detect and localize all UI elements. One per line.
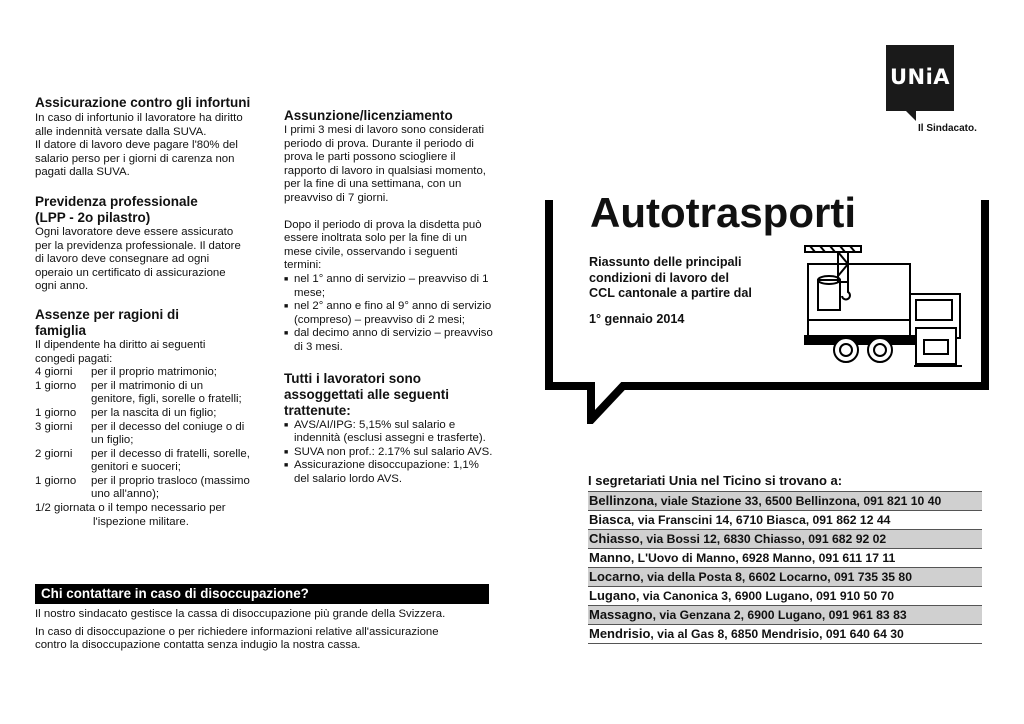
leave-text: uno all'anno); <box>91 488 160 501</box>
list-item-text: di 3 mesi. <box>294 340 343 353</box>
text-line: Il dipendente ha diritto ai seguenti <box>35 338 206 351</box>
leave-duration: 1 giorno <box>35 406 77 419</box>
cover-title: Autotrasporti <box>588 186 860 240</box>
office-address: , viale Stazione 33, 6500 Bellinzona, 091 821 10 40 <box>654 494 942 508</box>
list-item-text: ■ nel 1° anno di servizio – preavviso di 1 <box>294 272 489 285</box>
office-address: , via Genzana 2, 6900 Lugano, 091 961 83 83 <box>652 608 907 622</box>
list-item <box>588 625 982 644</box>
list-item <box>588 492 982 511</box>
leave-text: per il decesso del coniuge o di <box>91 420 245 433</box>
truck-crane-icon <box>804 244 964 370</box>
leave-text: per la nascita di un figlio; <box>91 406 217 419</box>
text-line: Il datore di lavoro deve pagare l'80% del <box>35 139 238 152</box>
section-title: (LPP - 2o pilastro) <box>35 209 151 225</box>
leave-text: genitori e suoceri; <box>91 461 181 474</box>
leave-text: per il proprio matrimonio; <box>91 366 217 379</box>
section-title: Assicurazione contro gli infortuni <box>35 95 251 110</box>
text-line: alle indennità versate dalla SUVA. <box>35 125 207 138</box>
section-title: assoggettati alle seguenti <box>284 386 450 402</box>
section-previdenza <box>35 194 267 294</box>
office-city: Locarno <box>589 569 641 584</box>
text-line: preavviso di 7 giorni. <box>284 191 389 204</box>
text-line: di lavoro deve consegnare ad ogni <box>35 253 210 266</box>
list-item-text: del salario lordo AVS. <box>294 472 403 485</box>
office-address: , via Bossi 12, 6830 Chiasso, 091 682 92 02 <box>639 532 887 546</box>
leave-duration: 4 giorni <box>35 366 73 379</box>
text-line: essere inoltrata solo per la fine di un <box>284 232 467 245</box>
logo-text: UNiA <box>889 65 951 89</box>
section-title: famiglia <box>35 322 87 338</box>
text-line: congedi pagati: <box>35 352 113 365</box>
text-line: per la fine di una settimana, con un <box>284 178 462 191</box>
section-trattenute <box>284 371 524 487</box>
office-city: Mendrisio <box>589 626 651 641</box>
list-item-text: ■ dal decimo anno di servizio – preavviso <box>294 327 493 340</box>
list-item-text: ■ nel 2° anno e fino al 9° anno di servizio <box>294 300 492 313</box>
office-address: , via Canonica 3, 6900 Lugano, 091 910 50 70 <box>635 589 895 603</box>
list-item <box>588 549 982 568</box>
list-item-text: ■ AVS/AI/IPG: 5,15% sul salario e <box>294 418 456 431</box>
text-line: periodo di prova. Durante il periodo di <box>284 137 474 150</box>
office-city: Chiasso <box>589 531 640 546</box>
leave-text: un figlio; <box>91 434 134 447</box>
leave-text: per il matrimonio di un <box>91 379 204 392</box>
subtitle-line: condizioni di lavoro del <box>589 270 729 285</box>
leave-item <box>35 475 267 502</box>
section-assenze <box>35 307 267 529</box>
list-item <box>284 446 524 460</box>
list-item-text: ■ SUVA non prof.: 2.17% sul salario AVS. <box>294 445 493 458</box>
leave-duration: 1 giorno <box>35 379 77 392</box>
section-title: trattenute: <box>284 402 351 418</box>
leave-item <box>35 366 267 380</box>
offices-heading: I segretariati Unia nel Ticino si trovano a: <box>588 473 843 488</box>
text-line: operaio un certificato di assicurazione <box>35 266 226 279</box>
section-disoccupazione <box>35 584 489 653</box>
office-city: Lugano <box>589 588 636 603</box>
list-item <box>284 327 524 354</box>
section-title: Assunzione/licenziamento <box>284 108 453 123</box>
office-city: Massagno <box>589 607 653 622</box>
text-line: contro la disoccupazione contatta senza indugio la nostra cassa. <box>35 639 361 652</box>
tagline: Il Sindacato. <box>918 123 977 134</box>
office-city: Manno <box>589 550 631 565</box>
list-item <box>284 419 524 446</box>
section-infortuni <box>35 95 267 180</box>
list-item <box>588 568 982 587</box>
offices-list <box>588 491 982 644</box>
column-middle <box>284 108 524 486</box>
office-city: Bellinzona <box>589 493 655 508</box>
text-line: termini: <box>284 259 322 272</box>
list-item <box>284 273 524 300</box>
text-line: mese civile, osservando i seguenti <box>284 245 458 258</box>
text-line: l'ispezione militare. <box>93 515 189 528</box>
list-item <box>588 587 982 606</box>
notice-list <box>284 273 524 355</box>
office-address: , via della Posta 8, 6602 Locarno, 091 735 35 80 <box>640 570 912 584</box>
text-line: Il nostro sindacato gestisce la cassa di disoccupazione più grande della Svizzera. <box>35 608 446 620</box>
subtitle-line: CCL cantonale a partire dal <box>589 286 752 301</box>
section-title-bar: Chi contattare in caso di disoccupazione? <box>35 584 489 604</box>
leave-text: per il decesso di fratelli, sorelle, <box>91 447 250 460</box>
column-left <box>35 95 267 529</box>
deductions-list <box>284 419 524 487</box>
text-line: rapporto di lavoro in qualsiasi momento, <box>284 164 486 177</box>
list-item <box>588 606 982 625</box>
leave-duration: 2 giorni <box>35 447 73 460</box>
unia-logo <box>886 45 954 113</box>
office-city: Biasca <box>589 512 631 527</box>
cover-subtitle <box>589 255 799 327</box>
leave-duration: 3 giorni <box>35 420 73 433</box>
office-address: , via al Gas 8, 6850 Mendrisio, 091 640 64 30 <box>650 627 904 641</box>
text-line: ogni anno. <box>35 280 89 293</box>
subtitle-line: Riassunto delle principali <box>589 255 742 269</box>
section-title: Previdenza professionale <box>35 193 198 209</box>
leave-text: per il proprio trasloco (massimo <box>91 474 250 487</box>
office-address: , via Franscini 14, 6710 Biasca, 091 862 12 44 <box>630 513 891 527</box>
leave-text: genitore, figli, sorelle o fratelli; <box>91 393 242 406</box>
list-item-text: indennità (esclusi assegni e trasferte). <box>294 432 486 445</box>
list-item-text: (compreso) – preavviso di 2 mesi; <box>294 313 465 326</box>
list-item <box>588 511 982 530</box>
list-item <box>284 459 524 486</box>
cover-date: 1° gennaio 2014 <box>589 311 685 326</box>
text-line: prova le parti possono sciogliere il <box>284 151 456 164</box>
section-assunzione <box>284 108 524 355</box>
text-line: In caso di disoccupazione o per richiedere informazioni relative all'assicurazione <box>35 625 439 638</box>
section-title: Tutti i lavoratori sono <box>284 370 422 386</box>
leave-item <box>35 407 267 421</box>
text-line: salario perso per i giorni di carenza non <box>35 152 235 165</box>
text-line: 1/2 giornata o il tempo necessario per <box>35 502 226 515</box>
text-line: In caso di infortunio il lavoratore ha diritto <box>35 112 243 124</box>
text-line: pagati dalla SUVA. <box>35 166 130 179</box>
leave-duration: 1 giorno <box>35 474 77 487</box>
list-item-text: ■ Assicurazione disoccupazione: 1,1% <box>294 459 479 472</box>
leave-item <box>35 421 267 448</box>
leave-item <box>35 448 267 475</box>
text-line: I primi 3 mesi di lavoro sono considerati <box>284 124 485 136</box>
text-line: Dopo il periodo di prova la disdetta può <box>284 218 482 231</box>
offices-section <box>588 472 982 644</box>
text-line: per la previdenza professionale. Il datore <box>35 239 241 252</box>
list-item <box>284 300 524 327</box>
list-item <box>588 530 982 549</box>
text-line: Ogni lavoratore deve essere assicurato <box>35 225 234 238</box>
office-address: , L'Uovo di Manno, 6928 Manno, 091 611 17 11 <box>630 551 896 565</box>
list-item-text: mese; <box>294 286 326 299</box>
leave-item <box>35 380 267 407</box>
section-title: Assenze per ragioni di <box>35 306 180 322</box>
